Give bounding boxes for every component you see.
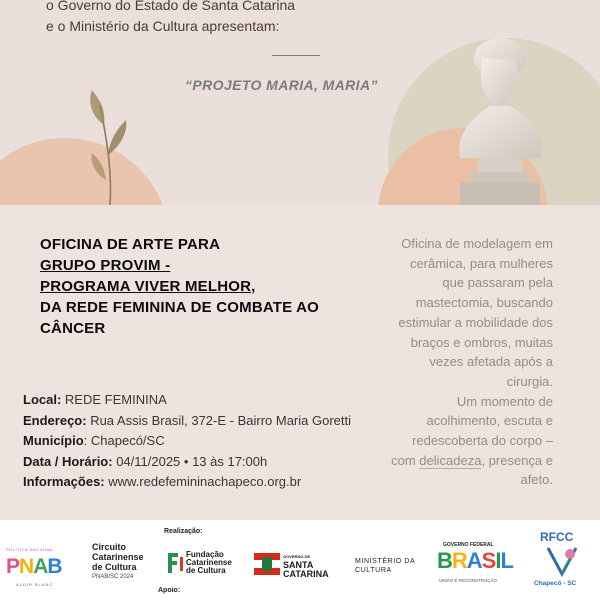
rfcc-flower-icon	[542, 544, 582, 578]
description-line: vezes afetada após a	[429, 354, 553, 370]
description-line: que passaram pela	[442, 275, 553, 291]
minc-text-line: CULTURA	[355, 567, 392, 574]
info-label: Local:	[23, 392, 62, 407]
intro-text	[46, 0, 295, 37]
pnab-letter: B	[47, 555, 62, 578]
governo-federal-logo	[437, 542, 525, 590]
realizacao-label: Realização:	[164, 528, 203, 535]
title-line: GRUPO PROVIM -	[40, 257, 171, 274]
info-link[interactable]: www.redefemininachapeco.org.br	[104, 474, 302, 489]
description-line: afeto.	[520, 472, 553, 488]
circuito-text: de Cultura	[92, 562, 137, 572]
pnab-letter: N	[19, 555, 34, 578]
pnab-letter: A	[33, 555, 48, 578]
gov-caption: GOVERNO FEDERAL	[443, 542, 494, 548]
info-data	[23, 452, 351, 473]
hero-banner	[0, 0, 600, 205]
fcc-logo	[166, 547, 246, 577]
sc-flag-icon	[254, 553, 280, 575]
description-text: com	[391, 452, 420, 468]
event-info	[23, 390, 351, 493]
fcc-text	[186, 551, 232, 575]
fcc-mark-icon	[166, 549, 184, 575]
apoio-label: Apoio:	[158, 587, 181, 594]
pnab-logo	[6, 547, 76, 592]
minc-text-line: MINISTÉRIO DA	[355, 558, 416, 565]
title-line: OFICINA DE ARTE PARA	[40, 236, 221, 253]
description-line: braços e ombros, muitas	[410, 334, 553, 350]
info-label: Data / Horário:	[23, 453, 113, 469]
gov-letter: I	[495, 548, 501, 573]
description-line: cerâmica, para mulheres	[409, 255, 553, 271]
rfcc-logo	[532, 526, 592, 596]
sc-text-line: CATARINA	[283, 569, 329, 579]
fcc-text-line: de Cultura	[186, 566, 226, 575]
sc-text	[283, 552, 329, 579]
info-value: Rua Assis Brasil, 372-E - Bairro Maria Goretti	[86, 412, 351, 428]
gov-letter: L	[500, 548, 513, 573]
title-line: PROGRAMA VIVER MELHOR,	[40, 278, 256, 295]
divider	[272, 55, 320, 56]
circuito-logo	[92, 542, 144, 582]
fcc-text-line: Fundação	[186, 550, 224, 559]
intro-line: o Governo do Estado de Santa Catarina	[46, 0, 296, 13]
info-value: : Chapecó/SC	[83, 433, 165, 448]
gov-letter: A	[466, 548, 482, 573]
info-label: Informações:	[23, 474, 105, 489]
title-line: CÂNCER	[40, 320, 106, 337]
info-informacoes	[23, 472, 351, 493]
sponsor-logos-band	[0, 520, 600, 600]
gov-letter: R	[451, 548, 467, 573]
description-line: acolhimento, escuta e	[426, 413, 553, 429]
rfcc-location: Chapecó - SC	[534, 580, 577, 587]
gov-wordmark	[437, 548, 513, 574]
santa-catarina-logo	[254, 550, 344, 580]
intro-line: e o Ministério da Cultura apresentam:	[46, 18, 280, 34]
fcc-text-line: Catarinense	[186, 558, 232, 567]
pnab-subcaption: ALDIR BLANC	[16, 582, 54, 587]
pnab-wordmark	[6, 555, 62, 579]
description-line: Oficina de modelagem em	[401, 236, 553, 251]
info-value: 04/11/2025 • 13 às 17:00h	[112, 453, 268, 469]
ministerio-cultura-logo	[355, 557, 415, 575]
pnab-letter: P	[6, 555, 20, 578]
description-line: estimular a mobilidade dos	[398, 314, 553, 330]
info-label: Endereço:	[23, 412, 87, 428]
event-title	[40, 234, 380, 339]
description-text: , presença e	[481, 452, 553, 468]
circuito-text: PNAB/SC 2024	[92, 574, 134, 580]
circuito-text: Catarinense	[92, 552, 144, 562]
description-line: redescoberta do corpo –	[412, 433, 553, 449]
sc-text-line: GOVERNO DE	[283, 554, 311, 559]
sculpture-bust-image	[400, 28, 600, 205]
pnab-caption: POLÍTICA NACIONAL	[6, 547, 55, 552]
event-description	[350, 234, 553, 490]
plant-illustration	[70, 85, 160, 205]
description-line: Um momento de	[456, 393, 553, 409]
info-local	[23, 390, 351, 411]
gov-letter: B	[437, 548, 452, 573]
rfcc-title: RFCC	[540, 530, 574, 544]
description-line: cirurgia.	[506, 373, 553, 389]
description-highlight: delicadeza	[419, 452, 482, 468]
description-line: mastectomia, buscando	[415, 295, 553, 311]
info-endereco	[23, 411, 351, 432]
sc-text-line: SANTA	[283, 560, 314, 570]
circuito-text: Circuito	[92, 542, 127, 552]
description-line	[350, 451, 553, 471]
gov-letter: S	[481, 548, 496, 573]
info-label: Município	[23, 433, 84, 448]
info-value: REDE FEMININA	[61, 392, 167, 407]
project-title: “PROJETO MARIA, MARIA”	[185, 77, 378, 93]
title-line: DA REDE FEMININA DE COMBATE AO	[40, 299, 320, 316]
gov-subcaption: UNIÃO E RECONSTRUÇÃO	[439, 578, 498, 583]
info-municipio	[23, 431, 351, 452]
